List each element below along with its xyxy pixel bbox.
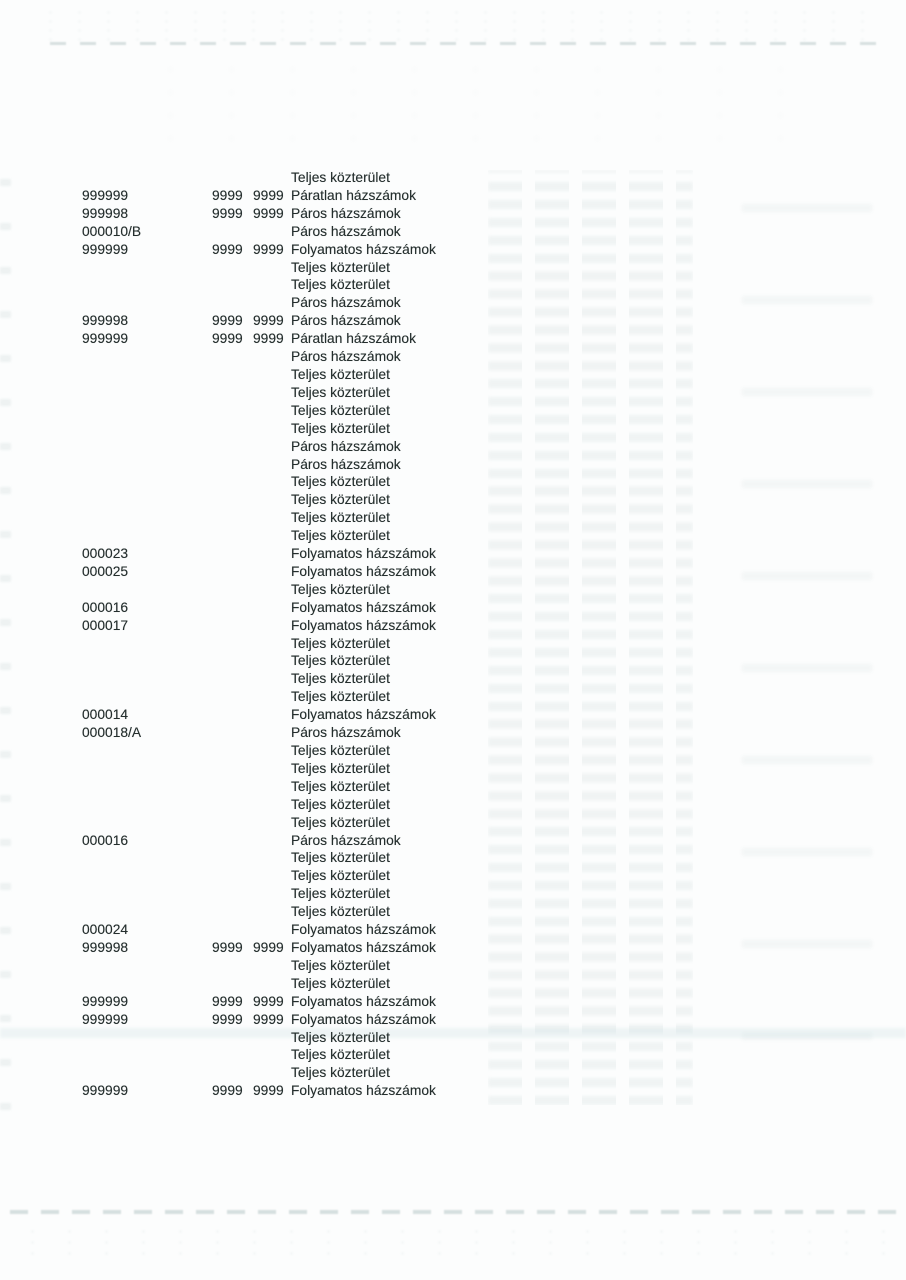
cell-range-type: Teljes közterület (291, 653, 390, 669)
table-row (0, 617, 906, 635)
table-row (0, 993, 906, 1011)
cell-range-type: Páros házszámok (291, 295, 401, 311)
scan-dotted-line-top (50, 42, 880, 45)
table-row (0, 581, 906, 599)
cell-range-type: Teljes közterület (291, 474, 390, 490)
table-row (0, 599, 906, 617)
cell-house-number-from: 9999 (212, 187, 243, 203)
cell-range-type: Folyamatos házszámok (291, 563, 436, 579)
cell-range-type: Folyamatos házszámok (291, 1083, 436, 1099)
cell-range-type: Teljes közterület (291, 1029, 390, 1045)
cell-range-type: Páros házszámok (291, 832, 401, 848)
table-row (0, 975, 906, 993)
cell-street-code: 999999 (82, 1011, 129, 1027)
cell-range-type: Páros házszámok (291, 438, 401, 454)
cell-house-number-to: 9999 (253, 1011, 284, 1027)
table-row (0, 169, 906, 187)
table-row (0, 276, 906, 294)
table-row (0, 330, 906, 348)
table-row (0, 921, 906, 939)
cell-house-number-to: 9999 (253, 313, 284, 329)
cell-house-number-to: 9999 (253, 331, 284, 347)
cell-street-code: 000017 (82, 617, 129, 633)
cell-range-type: Teljes közterület (291, 384, 390, 400)
cell-range-type: Teljes közterület (291, 957, 390, 973)
cell-range-type: Páratlan házszámok (291, 187, 417, 203)
cell-house-number-to: 9999 (253, 241, 284, 257)
cell-house-number-to: 9999 (253, 205, 284, 221)
table-row (0, 939, 906, 957)
cell-range-type: Teljes közterület (291, 760, 390, 776)
cell-range-type: Folyamatos házszámok (291, 922, 436, 938)
table-row (0, 294, 906, 312)
cell-street-code: 999998 (82, 205, 129, 221)
cell-house-number-from: 9999 (212, 939, 243, 955)
cell-house-number-from: 9999 (212, 313, 243, 329)
table-row (0, 670, 906, 688)
cell-range-type: Folyamatos házszámok (291, 599, 436, 615)
table-row (0, 742, 906, 760)
cell-street-code: 000014 (82, 707, 129, 723)
table-row (0, 402, 906, 420)
table-row (0, 491, 906, 509)
cell-range-type: Folyamatos házszámok (291, 939, 436, 955)
table-row (0, 832, 906, 850)
street-range-list (0, 169, 906, 1100)
cell-range-type: Páros házszámok (291, 205, 401, 221)
cell-house-number-from: 9999 (212, 331, 243, 347)
cell-range-type: Teljes közterület (291, 886, 390, 902)
cell-range-type: Teljes közterület (291, 1065, 390, 1081)
table-row (0, 903, 906, 921)
table-row (0, 205, 906, 223)
table-row (0, 885, 906, 903)
cell-range-type: Teljes közterület (291, 778, 390, 794)
table-row (0, 527, 906, 545)
cell-range-type: Teljes közterület (291, 1047, 390, 1063)
cell-street-code: 999998 (82, 939, 129, 955)
bleed-through-artifact (140, 58, 840, 148)
table-row (0, 849, 906, 867)
cell-range-type: Folyamatos házszámok (291, 617, 436, 633)
table-row (0, 563, 906, 581)
table-row (0, 438, 906, 456)
cell-house-number-from: 9999 (212, 1011, 243, 1027)
table-row (0, 420, 906, 438)
cell-street-code: 999999 (82, 1083, 129, 1099)
table-row (0, 312, 906, 330)
cell-range-type: Teljes közterület (291, 277, 390, 293)
cell-range-type: Teljes közterület (291, 814, 390, 830)
table-row (0, 635, 906, 653)
cell-street-code: 999999 (82, 993, 129, 1009)
cell-street-code: 000010/B (82, 223, 142, 239)
table-row (0, 1011, 906, 1029)
cell-range-type: Folyamatos házszámok (291, 993, 436, 1009)
cell-street-code: 000024 (82, 922, 129, 938)
cell-house-number-to: 9999 (253, 939, 284, 955)
table-row (0, 1046, 906, 1064)
cell-range-type: Folyamatos házszámok (291, 546, 436, 562)
table-row (0, 867, 906, 885)
cell-range-type: Teljes közterület (291, 366, 390, 382)
cell-street-code: 000018/A (82, 725, 142, 741)
table-row (0, 957, 906, 975)
cell-range-type: Teljes közterület (291, 170, 390, 185)
cell-range-type: Teljes közterület (291, 492, 390, 508)
cell-range-type: Folyamatos házszámok (291, 707, 436, 723)
cell-street-code: 000016 (82, 599, 129, 615)
table-row (0, 706, 906, 724)
cell-street-code: 999999 (82, 241, 129, 257)
cell-house-number-from: 9999 (212, 1083, 243, 1099)
table-row (0, 724, 906, 742)
cell-house-number-to: 9999 (253, 1083, 284, 1099)
cell-range-type: Teljes közterület (291, 259, 390, 275)
cell-street-code: 999999 (82, 331, 129, 347)
table-row (0, 1029, 906, 1047)
cell-street-code: 000025 (82, 563, 129, 579)
cell-range-type: Teljes közterület (291, 975, 390, 991)
cell-range-type: Teljes közterület (291, 420, 390, 436)
cell-range-type: Teljes közterület (291, 904, 390, 920)
cell-range-type: Teljes közterület (291, 635, 390, 651)
cell-street-code: 999999 (82, 187, 129, 203)
cell-street-code: 000023 (82, 546, 129, 562)
table-row (0, 545, 906, 563)
cell-range-type: Teljes közterület (291, 868, 390, 884)
table-row (0, 241, 906, 259)
table-row (0, 652, 906, 670)
table-row (0, 366, 906, 384)
cell-house-number-to: 9999 (253, 993, 284, 1009)
scan-noise-bottom (14, 1226, 892, 1260)
table-row (0, 473, 906, 491)
cell-street-code: 999998 (82, 313, 129, 329)
table-row (0, 187, 906, 205)
table-row (0, 814, 906, 832)
table-row (0, 1064, 906, 1082)
table-row (0, 1082, 906, 1100)
cell-range-type: Páros házszámok (291, 349, 401, 365)
table-row (0, 509, 906, 527)
cell-range-type: Teljes közterület (291, 796, 390, 812)
cell-range-type: Teljes közterület (291, 689, 390, 705)
cell-range-type: Páros házszámok (291, 725, 401, 741)
table-row (0, 348, 906, 366)
cell-range-type: Páros házszámok (291, 223, 401, 239)
cell-house-number-from: 9999 (212, 993, 243, 1009)
table-row (0, 688, 906, 706)
cell-street-code: 000016 (82, 832, 129, 848)
scan-dotted-line-bottom (10, 1210, 896, 1214)
table-row (0, 259, 906, 277)
cell-range-type: Folyamatos házszámok (291, 1011, 436, 1027)
cell-range-type: Teljes közterület (291, 581, 390, 597)
cell-range-type: Teljes közterület (291, 528, 390, 544)
cell-range-type: Folyamatos házszámok (291, 241, 436, 257)
cell-range-type: Teljes közterület (291, 743, 390, 758)
cell-range-type: Teljes közterület (291, 510, 390, 526)
cell-range-type: Páros házszámok (291, 456, 401, 472)
table-row (0, 778, 906, 796)
cell-range-type: Páros házszámok (291, 313, 401, 329)
table-row (0, 760, 906, 778)
scan-noise-top (36, 8, 882, 44)
cell-house-number-to: 9999 (253, 187, 284, 203)
cell-range-type: Teljes közterület (291, 671, 390, 687)
table-row (0, 384, 906, 402)
table-row (0, 796, 906, 814)
cell-house-number-from: 9999 (212, 205, 243, 221)
table-row (0, 456, 906, 474)
cell-range-type: Teljes közterület (291, 402, 390, 418)
table-row (0, 223, 906, 241)
cell-house-number-from: 9999 (212, 241, 243, 257)
cell-range-type: Teljes közterület (291, 850, 390, 866)
cell-range-type: Páratlan házszámok (291, 331, 417, 347)
